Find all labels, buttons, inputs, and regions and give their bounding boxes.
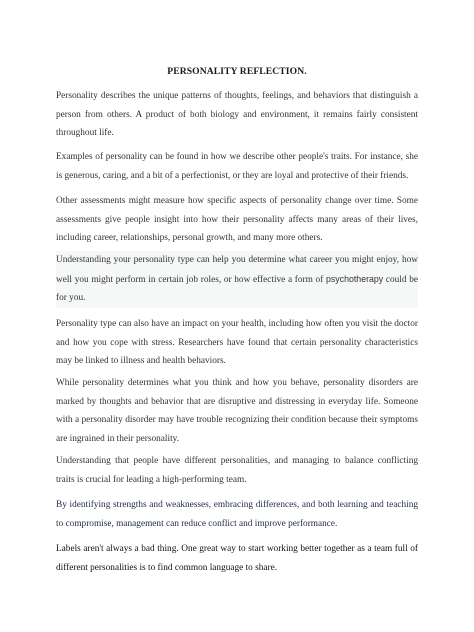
- paragraph-team-balance: Understanding that people have different personalities, and managing to balance conflicting traits is crucial for leading a high-performing team.: [56, 456, 418, 485]
- paragraph-labels: Labels aren't always a bad thing. One great way to start working better together as a team full of different personalities is to find common language to share.: [56, 544, 418, 573]
- paragraph-assessments: Other assessments might measure how specific aspects of personality change over time. Some assessments give people insight into how their personality affects many areas of their lives, including career, relationships, personal growth, and many more others.: [56, 196, 418, 244]
- career-text-after: could be for you.: [56, 274, 418, 304]
- document-title: PERSONALITY REFLECTION.: [167, 66, 307, 77]
- paragraph-management: By identifying strengths and weaknesses, embracing differences, and both learning and teaching to compromise, management can reduce conflict and improve performance.: [56, 500, 418, 529]
- career-text-before: Understanding your personality type can help you determine what career you might enjoy, how well you might perform in certain job roles, or how effective a form of: [56, 255, 418, 285]
- paragraph-personality-disorders: While personality determines what you think and how you behave, personality disorders are marked by thoughts and behavior that are disruptive and distressing in everyday life. Someone with a personality disorder may have trouble recognizing their condition because their symptoms are ingrained in their personality.: [56, 378, 418, 444]
- psychotherapy-term: psychotherapy: [325, 273, 384, 284]
- paragraph-personality-definition: Personality describes the unique patterns of thoughts, feelings, and behaviors that distinguish a person from others. A product of both biology and environment, it remains fairly consistent throughout life.: [56, 91, 418, 139]
- paragraph-health: Personality type can also have an impact on your health, including how often you visit the doctor and how you cope with stress. Researchers have found that certain personality characteristics may be linked to illness and health behaviors.: [56, 319, 418, 367]
- paragraph-career: [56, 251, 418, 308]
- paragraph-personality-examples: Examples of personality can be found in how we describe other people's traits. For instance, she is generous, caring, and a bit of a perfectionist, or they are loyal and protective of their friends.: [56, 152, 418, 181]
